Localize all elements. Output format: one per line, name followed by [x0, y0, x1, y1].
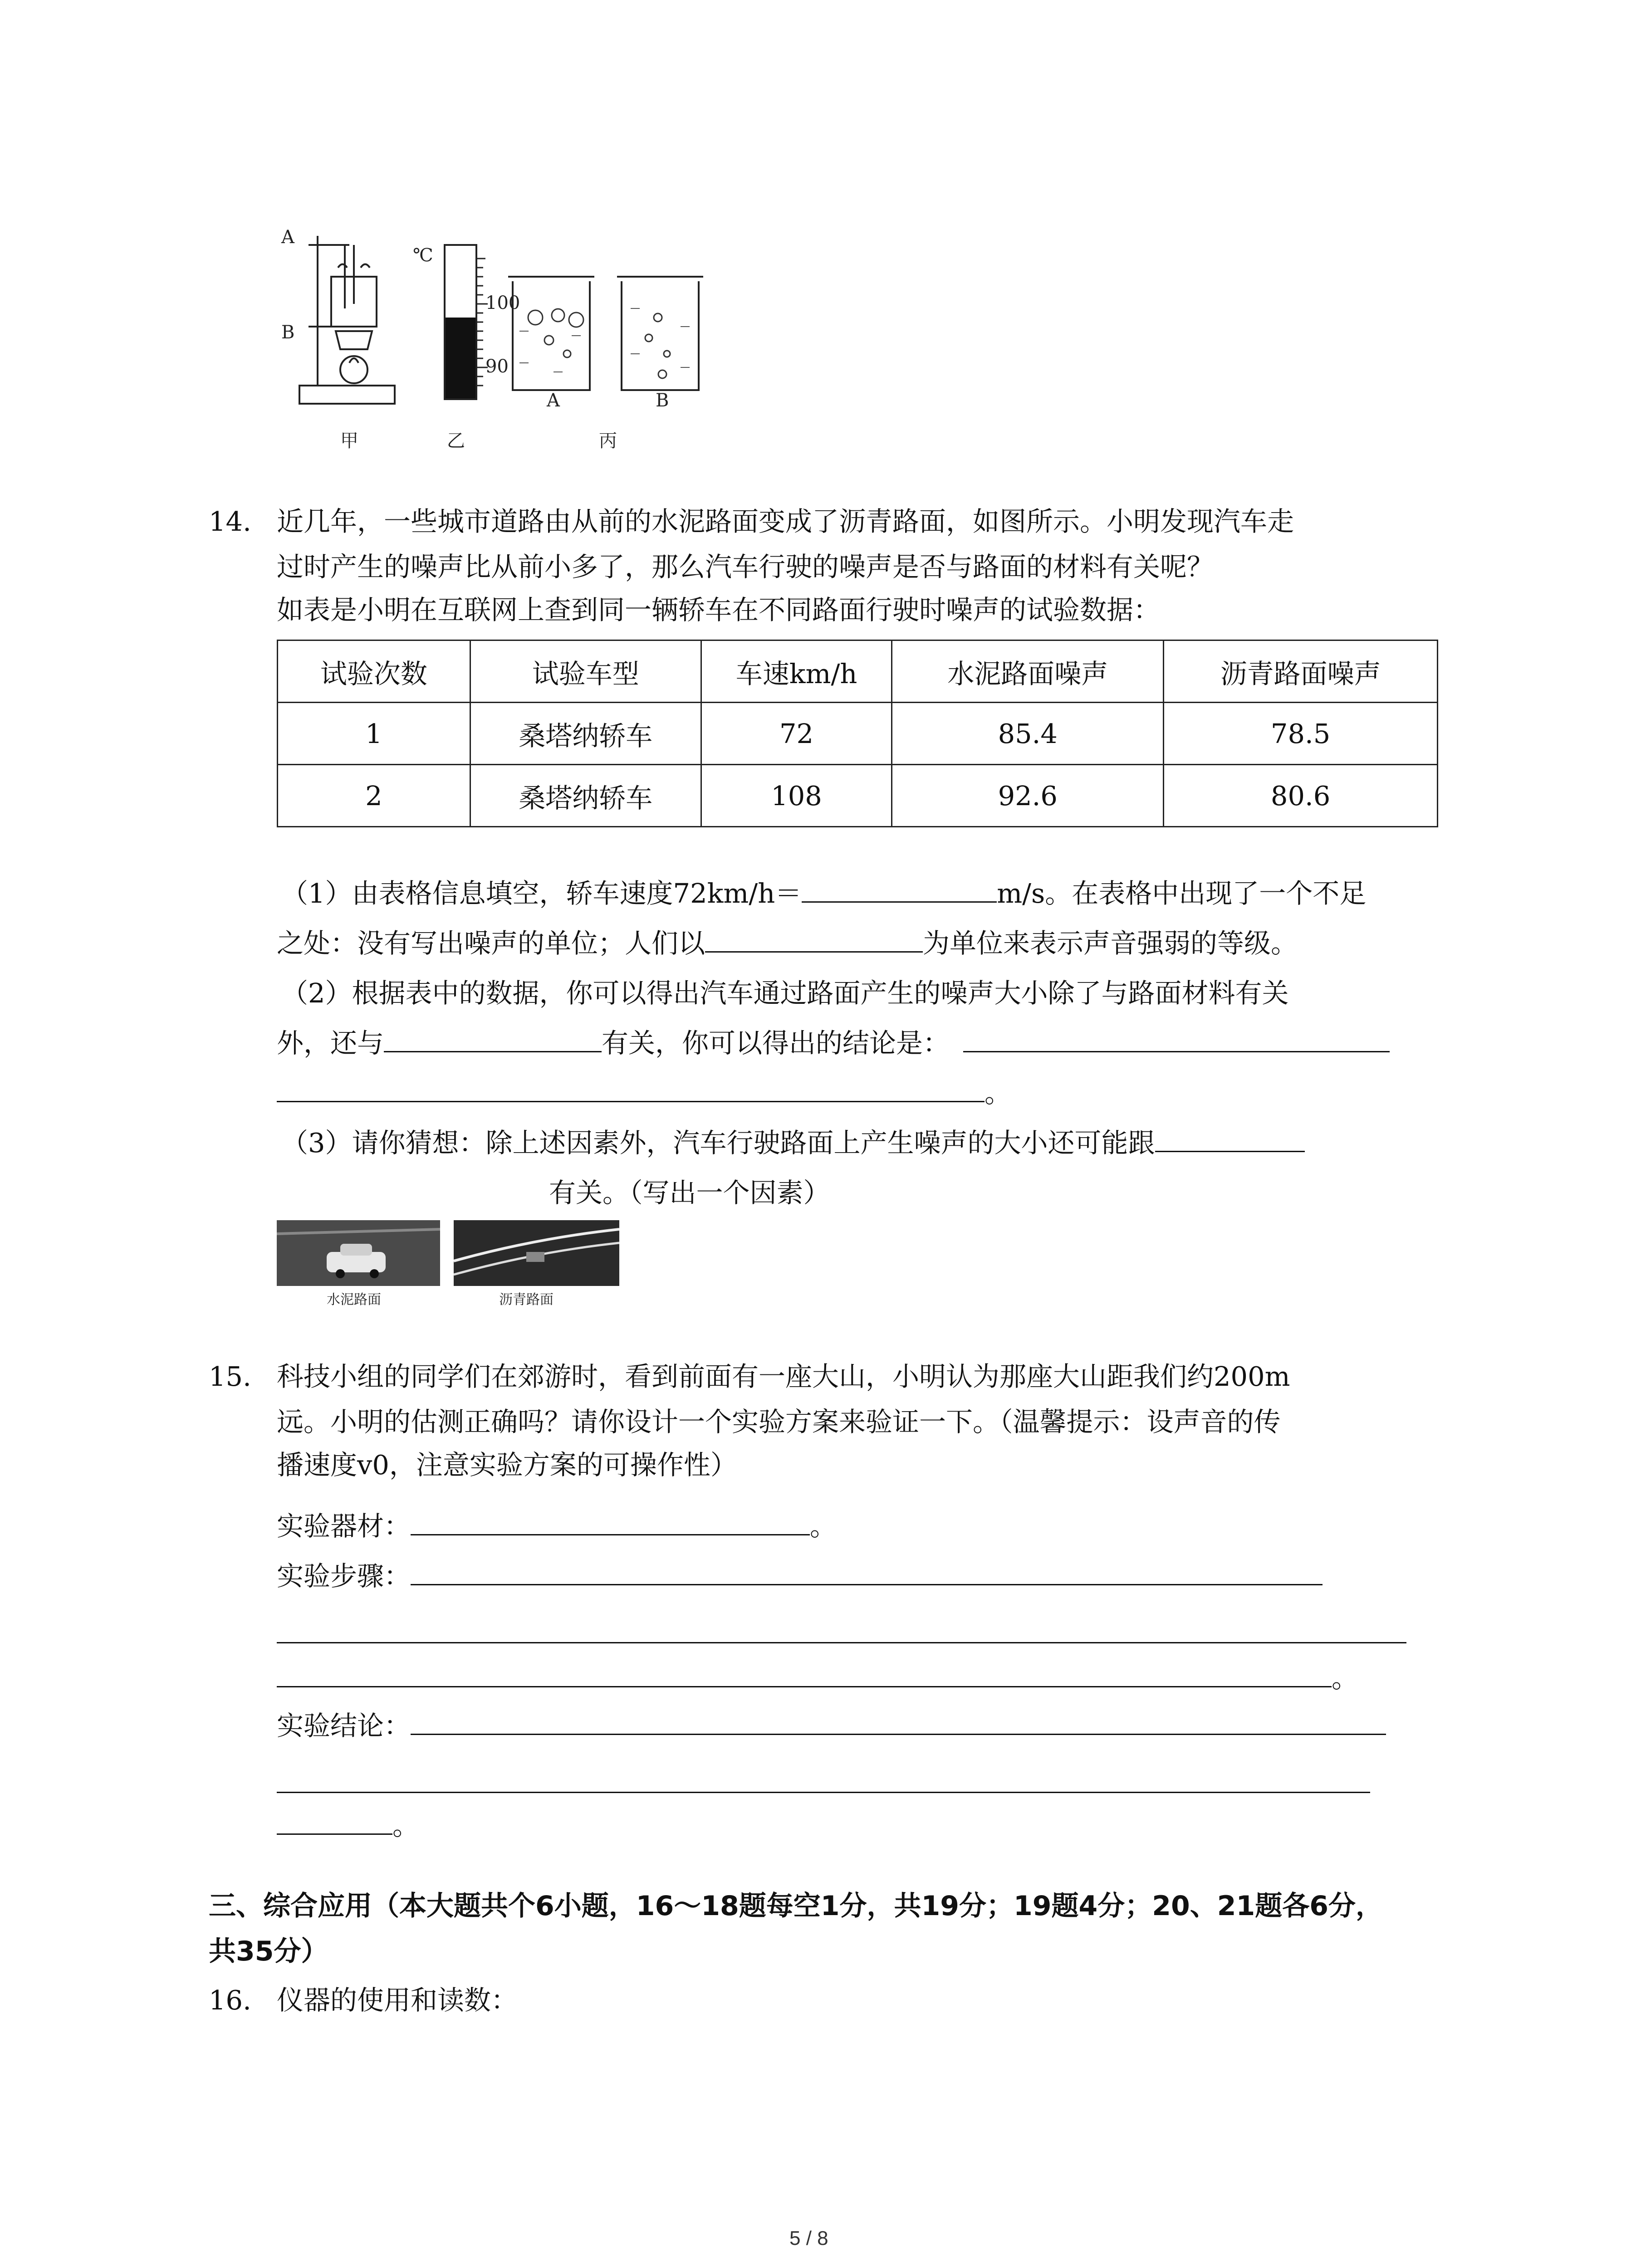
question-text-line: 播速度v0，注意实验方案的可操作性） — [277, 1449, 737, 1481]
asphalt-road-photo — [454, 1220, 619, 1286]
sub-question-2-end — [277, 1075, 1011, 1111]
sub-question-text: 外，还与 — [277, 1027, 384, 1059]
table-cell: 92.6 — [892, 765, 1164, 827]
conclusion-label: 实验结论： — [277, 1710, 411, 1741]
table-header: 水泥路面噪声 — [892, 640, 1164, 703]
label-b: B — [281, 322, 295, 343]
equipment-row — [277, 1508, 837, 1545]
sub-question-1 — [281, 875, 1366, 912]
thermometer-unit: ℃ — [413, 245, 433, 266]
beaker-a-label: A — [547, 390, 560, 411]
answer-blank[interactable] — [384, 1026, 602, 1052]
table-cell: 2 — [278, 765, 470, 827]
table-header: 车速km/h — [701, 640, 892, 703]
beaker-b-label: B — [656, 390, 669, 411]
steps-end-row — [277, 1660, 1358, 1696]
steps-label: 实验步骤： — [277, 1560, 411, 1592]
question-text-line: 近几年，一些城市道路由从前的水泥路面变成了沥青路面，如图所示。小明发现汽车走 — [277, 506, 1294, 537]
table-header-row — [278, 640, 1438, 703]
section-heading-line: 三、综合应用（本大题共个6小题，16～18题每空1分，共19分；19题4分；20、21题各6分， — [209, 1890, 1383, 1922]
table-row — [278, 765, 1438, 827]
conclusion-row — [277, 1708, 1386, 1744]
cement-road-photo — [277, 1220, 440, 1286]
sub-question-text: 为单位来表示声音强弱的等级。 — [923, 928, 1298, 959]
page-number: 5 / 8 — [789, 2227, 828, 2249]
answer-line[interactable] — [277, 1792, 1370, 1793]
answer-blank[interactable] — [411, 1559, 1323, 1585]
table-header: 试验车型 — [470, 640, 701, 703]
sub-question-2: （2）根据表中的数据，你可以得出汽车通过路面产生的噪声大小除了与路面材料有关 — [281, 978, 1289, 1009]
sub-question-text: （3）请你猜想：除上述因素外，汽车行驶路面上产生噪声的大小还可能跟 — [281, 1127, 1155, 1158]
thermometer-mark-90: 90 — [485, 356, 509, 377]
noise-data-table — [277, 640, 1438, 827]
question-text-line: 科技小组的同学们在郊游时，看到前面有一座大山，小明认为那座大山距我们约200m — [277, 1361, 1290, 1392]
caption-bing: 丙 — [599, 430, 617, 451]
steps-row — [277, 1558, 1323, 1594]
answer-blank[interactable] — [1155, 1125, 1305, 1152]
question-number: 14. — [209, 506, 251, 537]
figure-q13 — [281, 218, 780, 463]
table-header: 试验次数 — [278, 640, 470, 703]
answer-blank[interactable] — [277, 1175, 549, 1202]
answer-blank[interactable] — [705, 926, 923, 953]
sub-question-text: 。 — [985, 1077, 1012, 1109]
road-lines-icon — [454, 1220, 619, 1286]
boiling-apparatus-figure — [281, 218, 780, 463]
sub-question-3-cont — [277, 1175, 830, 1211]
period: 。 — [810, 1510, 837, 1542]
caption-cement-road: 水泥路面 — [327, 1292, 381, 1308]
table-cell: 桑塔纳轿车 — [470, 765, 701, 827]
sub-question-1-cont — [277, 925, 1298, 962]
answer-blank[interactable] — [277, 1808, 392, 1835]
answer-blank[interactable] — [411, 1509, 810, 1535]
table-header: 沥青路面噪声 — [1164, 640, 1438, 703]
caption-jia: 甲 — [340, 430, 358, 451]
car-icon — [277, 1220, 440, 1286]
period: 。 — [1332, 1662, 1359, 1694]
table-cell: 80.6 — [1164, 765, 1438, 827]
answer-blank[interactable] — [277, 1075, 985, 1102]
table-cell: 78.5 — [1164, 703, 1438, 765]
period: 。 — [392, 1810, 420, 1841]
label-a: A — [281, 227, 294, 248]
table-cell: 85.4 — [892, 703, 1164, 765]
sub-question-text: 有关，你可以得出的结论是： — [602, 1027, 950, 1059]
sub-question-text: 有关。（写出一个因素） — [549, 1177, 830, 1208]
thermometer-mark-100: 100 — [485, 293, 520, 313]
sub-question-2-cont — [277, 1025, 1390, 1061]
answer-blank[interactable] — [963, 1026, 1390, 1052]
sub-question-text: （1）由表格信息填空，轿车速度72km/h＝ — [281, 878, 802, 909]
answer-blank[interactable] — [411, 1708, 1386, 1735]
question-text-line: 仪器的使用和读数： — [277, 1984, 518, 2016]
sub-question-3 — [281, 1125, 1305, 1161]
table-cell: 1 — [278, 703, 470, 765]
table-cell: 108 — [701, 765, 892, 827]
table-row — [278, 703, 1438, 765]
answer-blank[interactable] — [802, 876, 997, 903]
question-number: 15. — [209, 1361, 251, 1392]
sub-question-text: 之处：没有写出噪声的单位；人们以 — [277, 928, 705, 959]
question-text-line: 如表是小明在互联网上查到同一辆轿车在不同路面行驶时噪声的试验数据： — [277, 594, 1161, 626]
caption-asphalt-road: 沥青路面 — [499, 1292, 554, 1308]
conclusion-end-row — [277, 1808, 419, 1844]
sub-question-text: m/s。在表格中出现了一个不足 — [997, 878, 1367, 909]
question-number: 16. — [209, 1984, 251, 2016]
equipment-label: 实验器材： — [277, 1510, 411, 1542]
caption-yi: 乙 — [447, 430, 465, 451]
answer-line[interactable] — [277, 1642, 1406, 1643]
table-cell: 桑塔纳轿车 — [470, 703, 701, 765]
question-text-line: 远。小明的估测正确吗？请你设计一个实验方案来验证一下。（温馨提示：设声音的传 — [277, 1406, 1281, 1437]
answer-blank[interactable] — [277, 1661, 1332, 1687]
question-text-line: 过时产生的噪声比从前小多了，那么汽车行驶的噪声是否与路面的材料有关呢？ — [277, 551, 1214, 582]
table-cell: 72 — [701, 703, 892, 765]
section-heading-line: 共35分） — [209, 1936, 328, 1967]
